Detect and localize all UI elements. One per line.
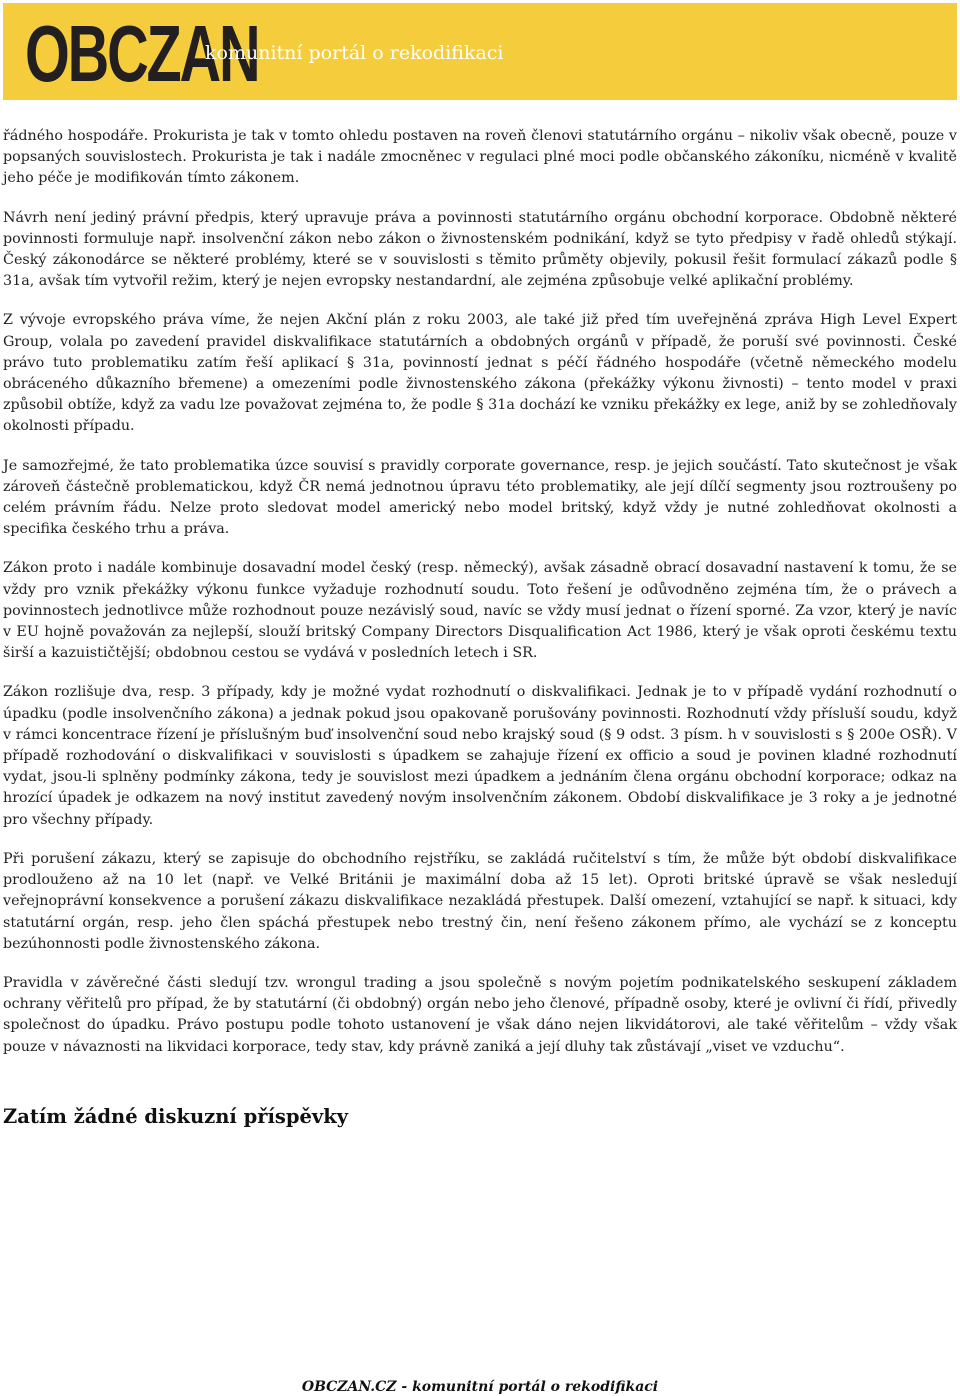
article-paragraph: Zákon proto i nadále kombinuje dosavadní model český (resp. německý), avšak zásadně obrací dosavadní nastavení k tomu, že se vždy pro vznik překážky výkonu funkce vyžaduje rozhodnutí soudu. Toto řešení je odůvodněno zejména tím, že o právech a povinnostech jednotlivce může rozhodnout pouze nezávislý soud, navíc se vždy musí jednat o řízení sporné. Za vzor, který je navíc v EU hojně považován za nejlepší, slouží britský Company Directors Disqualification Act 1986, který je však oproti českému textu širší a kazuističtější; obdobnou cestou se vydává v posledních letech i SR.: [3, 560, 957, 662]
article-paragraph: Z vývoje evropského práva víme, že nejen Akční plán z roku 2003, ale také již před tím uveřejněná zpráva High Level Expert Group, volala po zavedení pravidel diskvalifikace statutárních a obdobných orgánů v případě, že poruší své povinnosti. České právo tuto problematiku zatím řeší aplikací § 31a, povinností jednat s péčí řádného hospodáře (včetně německého modelu obráceného důkazního břemene) a omezeními podle živnostenského zákona (překážky výkonu živnosti) – tento model v praxi způsobil obtíže, když za vadu lze považovat zejména to, že podle § 31a dochází ke vzniku překážky ex lege, aniž by se zohledňovaly okolnosti případu.: [3, 312, 957, 435]
article-paragraph: Pravidla v závěrečné části sledují tzv. wrongul trading a jsou společně s novým pojetím podnikatelského seskupení základem ochrany věřitelů pro případ, že by statutární (či obdobný) orgán nebo jeho členové, případně osoby, které je ovlivní či řídí, přivedly společnost do úpadku. Právo postupu podle tohoto ustanovení je však dáno nejen likvidátorovi, ale také věřitelům – vždy však pouze v návaznosti na likvidaci korporace, tedy stav, kdy právně zaniká a její dluhy tak zůstávají „viset ve vzduchu“.: [3, 974, 957, 1055]
article-paragraph: Zákon rozlišuje dva, resp. 3 případy, kdy je možné vydat rozhodnutí o diskvalifikaci. Jednak je to v případě vydání rozhodnutí o úpadku (podle insolvenčního zákona) a jednak pokud jsou opakovaně porušovány povinnosti. Rozhodnutí vždy přísluší soudu, když v rámci koncentrace řízení je příslušným buď insolvenční soud nebo krajský soud (§ 9 odst. 3 písm. h v souvislosti s § 200e OSŘ). V případě rozhodování o diskvalifikaci v souvislosti s úpadkem se zahajuje řízení ex officio a soud je povinen kladné rozhodnutí vydat, jsou-li splněny podmínky zákona, tedy je souvislost mezi úpadkem a jednáním člena orgánu obchodní korporace; odkaz na hrozící úpadek je odkazem na nový institut zavedený novým insolvenčním zákonem. Období diskvalifikace je 3 roky a je jednotné pro všechny případy.: [3, 684, 957, 828]
article-paragraph: Je samozřejmé, že tato problematika úzce souvisí s pravidly corporate governance, resp. je jejich součástí. Tato skutečnost je však zároveň částečně problematickou, když ČR nemá jednotnou úpravu této problematiky, ale její dílčí segmenty jsou roztroušeny po celém právním řádu. Nelze proto sledovat model americký nebo model britský, když vždy je nutné zohledňovat okolnosti a specifika českého trhu a práva.: [3, 457, 957, 538]
site-logo[interactable]: OBCZAN: [25, 9, 259, 98]
article-paragraph: řádného hospodáře. Prokurista je tak v tomto ohledu postaven na roveň členovi statutárního orgánu – nikoliv však obecně, pouze v popsaných souvislostech. Prokurista je tak i nadále zmocněnec v regulaci plné moci podle občanského zákoníku, nicméně v kvalitě jeho péče je modifikován tímto zákonem.: [3, 128, 957, 187]
article-body: [3, 126, 957, 1076]
page-footer: [0, 1378, 960, 1396]
comments-heading: Zatím žádné diskuzní příspěvky: [3, 1105, 349, 1128]
site-header: [3, 3, 957, 100]
article-paragraph: Návrh není jediný právní předpis, který upravuje práva a povinnosti statutárního orgánu obchodní korporace. Obdobně některé povinnosti formuluje např. insolvenční zákon nebo zákon o živnostenském podnikání, když se tyto předpisy v řadě ohledů stýkají. Český zákonodárce se některé problémy, které se v souvislosti s těmito průměty objevily, pokusil řešit formulací zákazů podle § 31a, avšak tím vytvořil režim, který je nejen evropsky nestandardní, ale zejména způsobuje velké aplikační problémy.: [3, 209, 957, 290]
article-paragraph: Při porušení zákazu, který se zapisuje do obchodního rejstříku, se zakládá ručitelství s tím, že může být období diskvalifikace prodlouženo až na 10 let (např. ve Velké Británii je maximální doba až 15 let). Oproti britské úpravě se však nesledují veřejnoprávní konsekvence a porušení zákazu diskvalifikace nezakládá přestupek. Další omezení, vztahující se např. k situaci, kdy statutární orgán, resp. jeho člen spáchá přestupek nebo trestný čin, není řešeno zákonem přímo, ale vychází se z konceptu bezúhonnosti podle živnostenského zákona.: [3, 850, 957, 952]
site-tagline: komunitní portál o rekodifikaci: [205, 42, 504, 64]
footer-text: OBCZAN.CZ - komunitní portál o rekodifikaci: [301, 1379, 659, 1395]
